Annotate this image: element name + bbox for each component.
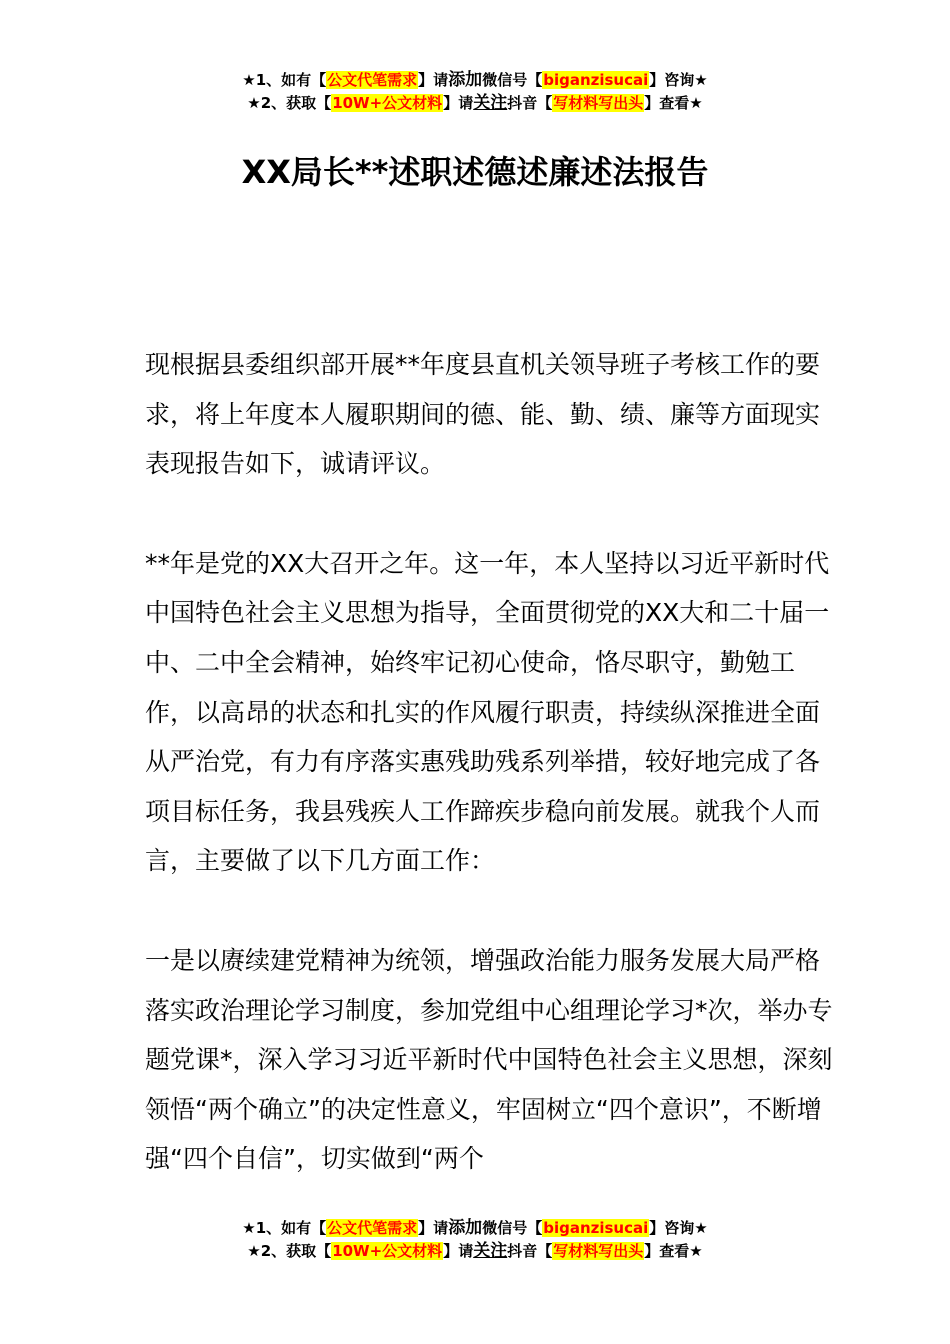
promo-line-1	[0, 1217, 950, 1240]
star-icon: ★	[689, 1242, 703, 1260]
promo-text: 】请	[418, 1219, 449, 1237]
promo-line-2	[0, 1240, 950, 1263]
douyin-account: 写材料写出头	[553, 94, 644, 112]
paragraph-intro: 现根据县委组织部开展**年度县直机关领导班子考核工作的要求，将上年度本人履职期间的德、能、勤、绩、廉等方面现实表现报告如下，诚请评议。	[145, 350, 821, 479]
promo-text: 2、获取【	[260, 1242, 332, 1260]
promo-text: 1、如有【	[255, 71, 327, 89]
promo-highlight: 公文代笔需求	[327, 1219, 418, 1237]
wechat-id: biganzisucai	[543, 71, 649, 89]
wechat-id: biganzisucai	[543, 1219, 649, 1237]
document-body	[145, 340, 835, 1184]
footer-promo-banner	[0, 1217, 950, 1263]
document-title: XX局长**述职述德述廉述法报告	[241, 153, 709, 191]
star-icon: ★	[247, 1242, 261, 1260]
promo-text: 2、获取【	[260, 94, 332, 112]
promo-emphasis: 关注	[473, 1241, 508, 1261]
promo-text: 微信号【	[482, 71, 543, 89]
promo-line-1	[0, 69, 950, 92]
star-icon: ★	[694, 71, 708, 89]
promo-text: 1、如有【	[255, 1219, 327, 1237]
promo-highlight: 10W+公文材料	[332, 1242, 443, 1260]
promo-text: 】查看	[644, 1242, 690, 1260]
promo-highlight: 10W+公文材料	[332, 94, 443, 112]
paragraph-section-1: 一是以赓续建党精神为统领，增强政治能力服务发展大局严格落实政治理论学习制度，参加党组中心组理论学习*次，举办专题党课*，深入学习习近平新时代中国特色社会主义思想，深刻领悟“两个确立”的决定性意义，牢固树立“四个意识”，不断增强“四个自信”，切实做到“两个	[145, 945, 833, 1174]
promo-emphasis: 添加	[448, 1218, 483, 1238]
paragraph-overview: **年是党的XX大召开之年。这一年，本人坚持以习近平新时代中国特色社会主义思想为指导，全面贯彻党的XX大和二十届一中、二中全会精神，始终牢记初心使命，恪尽职守，勤勉工作，以高昂的状态和扎实的作风履行职责，持续纵深推进全面从严治党，有力有序落实惠残助残系列举措，较好地完成了各项目标任务，我县残疾人工作蹄疾步稳向前发展。就我个人而言，主要做了以下几方面工作：	[145, 548, 830, 876]
promo-highlight: 公文代笔需求	[327, 71, 418, 89]
promo-text: 】咨询	[649, 1219, 695, 1237]
promo-text: 】咨询	[649, 71, 695, 89]
star-icon: ★	[689, 94, 703, 112]
promo-emphasis: 添加	[448, 70, 483, 90]
star-icon: ★	[694, 1219, 708, 1237]
star-icon: ★	[247, 94, 261, 112]
promo-text: 微信号【	[482, 1219, 543, 1237]
promo-line-2	[0, 92, 950, 115]
promo-text: 】查看	[644, 94, 690, 112]
douyin-account: 写材料写出头	[553, 1242, 644, 1260]
promo-text: 】请	[443, 1242, 474, 1260]
promo-text: 】请	[443, 94, 474, 112]
star-icon: ★	[242, 71, 256, 89]
promo-text: 】请	[418, 71, 449, 89]
promo-text: 抖音【	[507, 1242, 553, 1260]
star-icon: ★	[242, 1219, 256, 1237]
promo-text: 抖音【	[507, 94, 553, 112]
promo-emphasis: 关注	[473, 93, 508, 113]
header-promo-banner	[0, 69, 950, 115]
